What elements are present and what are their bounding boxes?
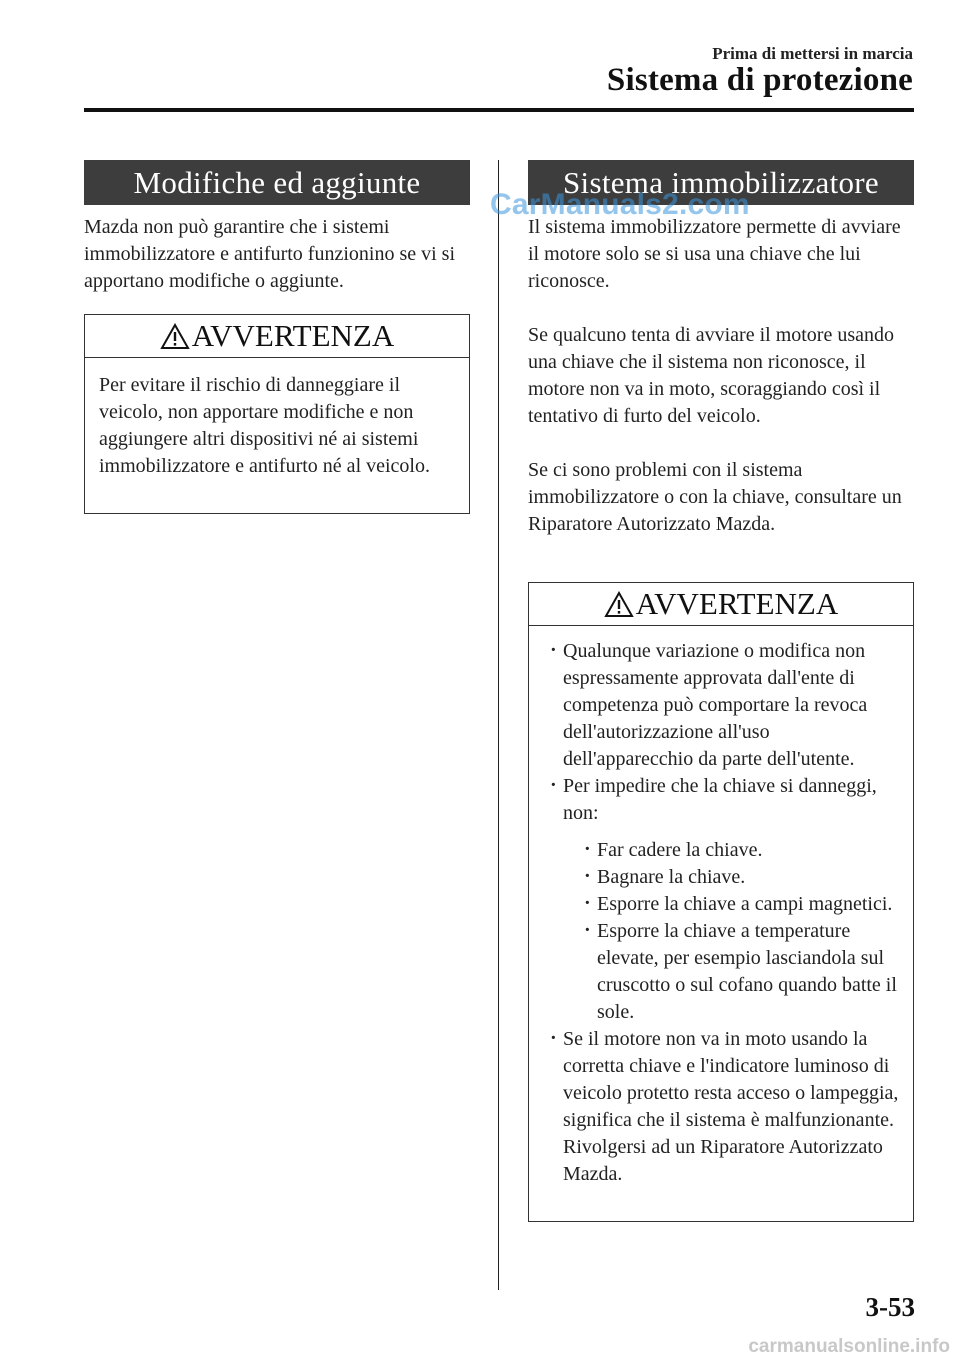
warning-box-right [528,582,914,1222]
warning-list [547,638,903,1188]
sub-list-item: · Far cadere la chiave. [581,837,903,864]
footer-watermark: carmanualsonline.info [748,1336,950,1357]
warning-text: Per evitare il rischio di danneggiare il veicolo, non apportare modifiche e non aggiungere altri dispositivi né ai sistemi immobilizzatore e antifurto né al veicolo. [99,374,430,477]
warning-triangle-icon [160,323,190,350]
sub-list-item: · Esporre la chiave a campi magnetici. [581,891,903,918]
header-chapter: Prima di mettersi in marcia [712,44,913,63]
paragraph-modifiche: Mazda non può garantire che i sistemi immobilizzatore e antifurto funzionino se vi si apportano modifiche o aggiunte. [84,216,456,292]
warning-box-left [84,314,470,514]
paragraph-immobilizzatore-3: Se ci sono problemi con il sistema immobilizzatore o con la chiave, consultare un Riparatore Autorizzato Mazda. [528,459,902,535]
list-item: · Se il motore non va in moto usando la corretta chiave e l'indicatore luminoso di veicolo protetto resta acceso o lampeggia, significa che il sistema è malfunzionante. Rivolgersi ad un Riparatore Autorizzato Mazda. [547,1026,903,1188]
paragraph-immobilizzatore-1: Il sistema immobilizzatore permette di avviare il motore solo se si usa una chiave che lui riconosce. [528,216,901,292]
list-item: · Qualunque variazione o modifica non espressamente approvata dall'ente di competenza può comportare la revoca dell'autorizzazione all'uso dell'apparecchio da parte dell'utente. [547,638,903,773]
warning-header [85,315,469,358]
sub-list-item: · Esporre la chiave a temperature elevate, per esempio lasciandola sul cruscotto o sul cofano quando batte il sole. [581,918,903,1026]
paragraph-immobilizzatore-2: Se qualcuno tenta di avviare il motore usando una chiave che il sistema non riconosce, il motore non va in moto, scoraggiando così il tentativo di furto del veicolo. [528,324,895,427]
warning-sublist [563,837,903,1026]
header-rule [84,108,914,112]
warning-triangle-icon [604,591,634,618]
sub-list-item: · Bagnare la chiave. [581,864,903,891]
heading-immobilizzatore: Sistema immobilizzatore [528,160,914,205]
warning-title: AVVERTENZA [191,318,395,353]
warning-header [529,583,913,626]
list-item [547,773,903,1026]
warning-body [529,626,913,1188]
header-section-title: Sistema di protezione [606,62,913,98]
watermark: CarManuals2.com [490,188,750,221]
heading-modifiche: Modifiche ed aggiunte [84,160,470,205]
list-item-text: Per impedire che la chiave si danneggi, non: [563,775,877,824]
column-divider [498,160,499,1290]
warning-title: AVVERTENZA [635,586,839,621]
page-number: 3-53 [865,1292,915,1322]
